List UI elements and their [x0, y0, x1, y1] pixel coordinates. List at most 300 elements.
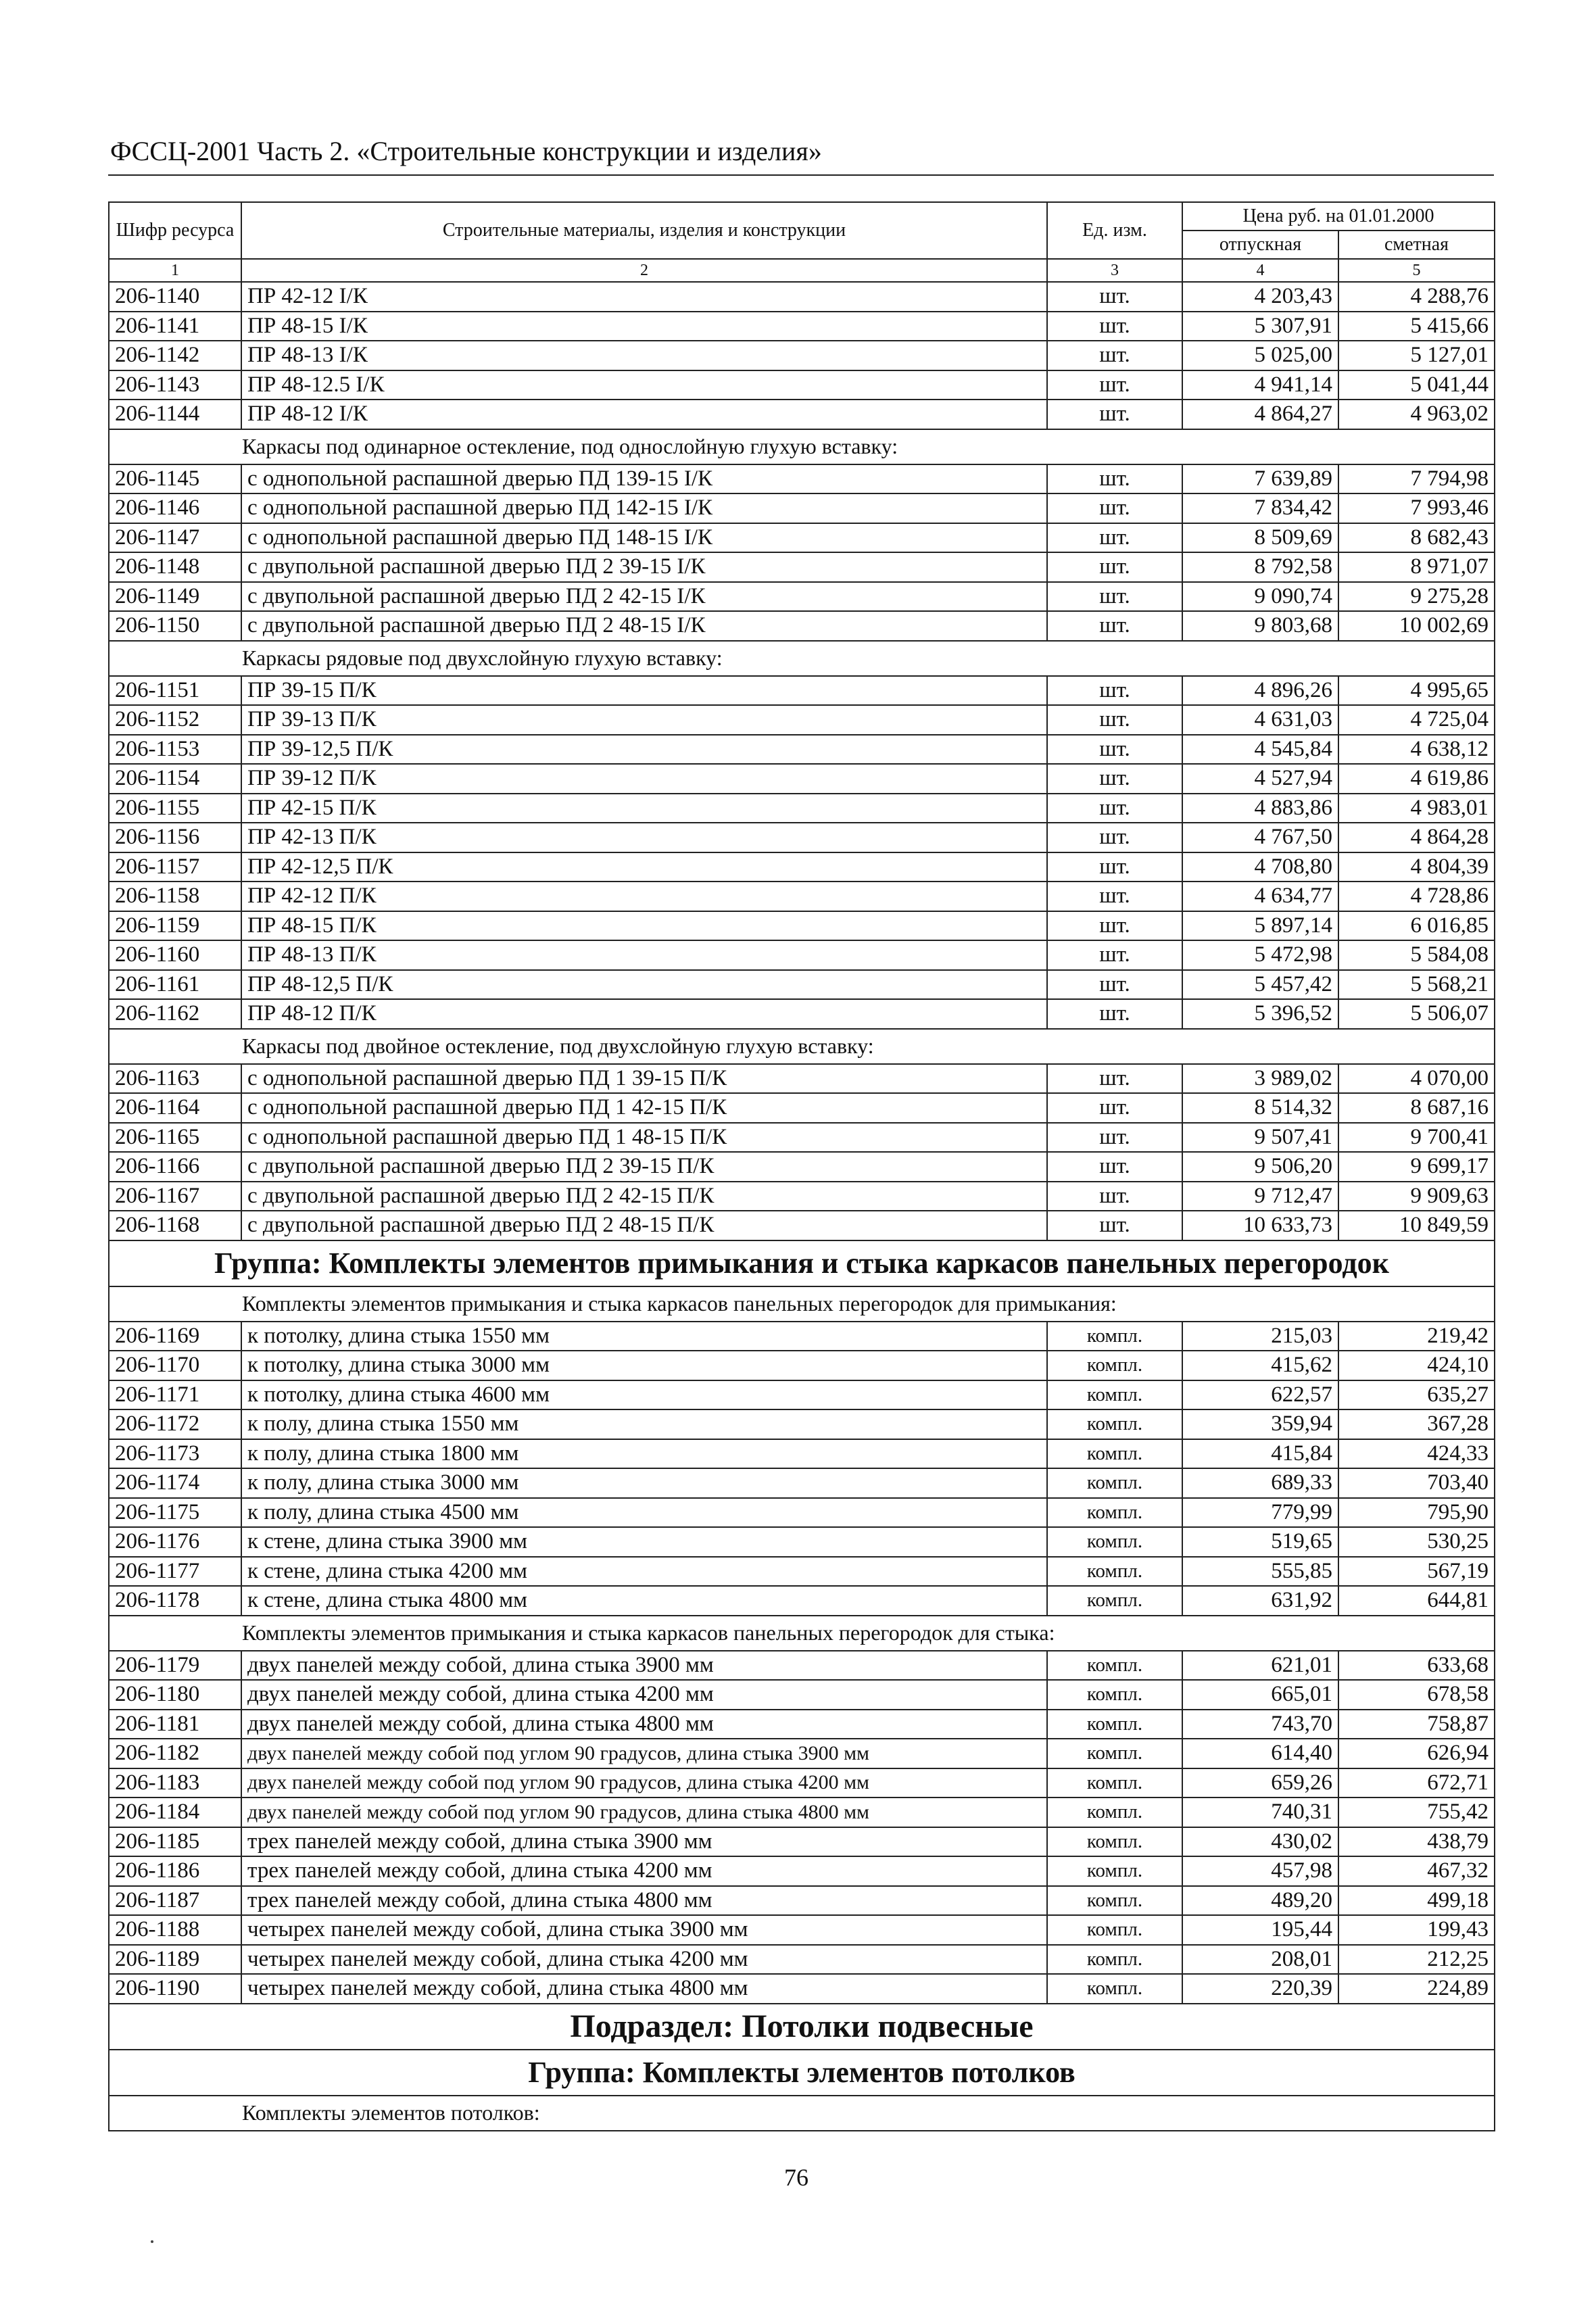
unit-cell: компл.	[1047, 1468, 1182, 1498]
estimate-price-cell: 4 619,86	[1338, 764, 1495, 794]
table-row	[109, 970, 1495, 1000]
release-price-cell: 195,44	[1182, 1915, 1338, 1945]
resource-code-cell: 206-1163	[109, 1064, 241, 1094]
table-row	[109, 1527, 1495, 1557]
item-name-cell: с двупольной распашной дверью ПД 2 39-15 П/К	[241, 1152, 1047, 1182]
item-name-cell: двух панелей между собой, длина стыка 4800 мм	[241, 1710, 1047, 1739]
table-row	[109, 370, 1495, 400]
release-price-cell: 415,62	[1182, 1351, 1338, 1380]
item-name-cell: ПР 39-12,5 П/К	[241, 735, 1047, 765]
release-price-cell: 555,85	[1182, 1557, 1338, 1587]
estimate-price-cell: 635,27	[1338, 1380, 1495, 1410]
release-price-cell: 519,65	[1182, 1527, 1338, 1557]
table-row	[109, 282, 1495, 312]
unit-cell: шт.	[1047, 1182, 1182, 1211]
item-name-cell: ПР 48-15 I/К	[241, 312, 1047, 341]
unit-cell: шт.	[1047, 676, 1182, 706]
release-price-cell: 4 864,27	[1182, 400, 1338, 429]
item-name-cell: трех панелей между собой, длина стыка 4800 мм	[241, 1886, 1047, 1916]
unit-cell: шт.	[1047, 400, 1182, 429]
item-name-cell: с двупольной распашной дверью ПД 2 39-15 I/К	[241, 552, 1047, 582]
estimate-price-cell: 4 995,65	[1338, 676, 1495, 706]
resource-code-cell: 206-1145	[109, 464, 241, 494]
table-row	[109, 1557, 1495, 1587]
unit-cell: компл.	[1047, 1498, 1182, 1528]
resource-code-cell: 206-1150	[109, 611, 241, 641]
estimate-price-cell: 9 699,17	[1338, 1152, 1495, 1182]
unit-cell: шт.	[1047, 523, 1182, 553]
subheading-row	[109, 429, 1495, 464]
release-price-cell: 665,01	[1182, 1680, 1338, 1710]
unit-cell: компл.	[1047, 1557, 1182, 1587]
release-price-cell: 489,20	[1182, 1886, 1338, 1916]
estimate-price-cell: 5 127,01	[1338, 341, 1495, 370]
release-price-cell: 740,31	[1182, 1798, 1338, 1827]
release-price-cell: 208,01	[1182, 1945, 1338, 1975]
group-heading-text: Группа: Комплекты элементов примыкания и стыка каркасов панельных перегородок	[109, 1240, 1495, 1286]
subheading-text: Каркасы под двойное остекление, под двухслойную глухую вставку:	[109, 1029, 1495, 1064]
unit-cell: шт.	[1047, 999, 1182, 1029]
table-row	[109, 705, 1495, 735]
table-row	[109, 1468, 1495, 1498]
table-row	[109, 911, 1495, 941]
subheading-row	[109, 1029, 1495, 1064]
resource-code-cell: 206-1189	[109, 1945, 241, 1975]
release-price-cell: 3 989,02	[1182, 1064, 1338, 1094]
item-name-cell: ПР 48-15 П/К	[241, 911, 1047, 941]
header-rule	[108, 174, 1494, 176]
item-name-cell: с однопольной распашной дверью ПД 139-15 I/К	[241, 464, 1047, 494]
item-name-cell: к полу, длина стыка 4500 мм	[241, 1498, 1047, 1528]
price-table	[108, 201, 1495, 2131]
item-name-cell: с двупольной распашной дверью ПД 2 42-15 I/К	[241, 582, 1047, 612]
subheading-text: Каркасы под одинарное остекление, под однослойную глухую вставку:	[109, 429, 1495, 464]
item-name-cell: ПР 48-13 П/К	[241, 940, 1047, 970]
release-price-cell: 779,99	[1182, 1498, 1338, 1528]
table-row	[109, 1886, 1495, 1916]
item-name-cell: с двупольной распашной дверью ПД 2 42-15 П/К	[241, 1182, 1047, 1211]
unit-cell: компл.	[1047, 1945, 1182, 1975]
table-body	[109, 282, 1495, 2131]
estimate-price-cell: 5 568,21	[1338, 970, 1495, 1000]
resource-code-cell: 206-1179	[109, 1651, 241, 1681]
table-row	[109, 611, 1495, 641]
unit-cell: компл.	[1047, 1856, 1182, 1886]
estimate-price-cell: 424,33	[1338, 1439, 1495, 1469]
estimate-price-cell: 9 909,63	[1338, 1182, 1495, 1211]
resource-code-cell: 206-1151	[109, 676, 241, 706]
estimate-price-cell: 7 794,98	[1338, 464, 1495, 494]
resource-code-cell: 206-1174	[109, 1468, 241, 1498]
estimate-price-cell: 8 971,07	[1338, 552, 1495, 582]
col-header-release-price: отпускная	[1182, 231, 1338, 259]
unit-cell: шт.	[1047, 735, 1182, 765]
resource-code-cell: 206-1172	[109, 1409, 241, 1439]
estimate-price-cell: 424,10	[1338, 1351, 1495, 1380]
col-number-5: 5	[1338, 259, 1495, 282]
table-row	[109, 1123, 1495, 1153]
unit-cell: компл.	[1047, 1527, 1182, 1557]
item-name-cell: ПР 48-12,5 П/К	[241, 970, 1047, 1000]
resource-code-cell: 206-1190	[109, 1974, 241, 2004]
resource-code-cell: 206-1147	[109, 523, 241, 553]
estimate-price-cell: 4 638,12	[1338, 735, 1495, 765]
estimate-price-cell: 5 506,07	[1338, 999, 1495, 1029]
unit-cell: компл.	[1047, 1586, 1182, 1616]
table-row	[109, 1211, 1495, 1240]
table-row	[109, 1739, 1495, 1768]
table-row	[109, 1798, 1495, 1827]
unit-cell: шт.	[1047, 493, 1182, 523]
page-header: ФССЦ-2001 Часть 2. «Строительные конструкции и изделия»	[110, 136, 822, 166]
resource-code-cell: 206-1170	[109, 1351, 241, 1380]
release-price-cell: 4 941,14	[1182, 370, 1338, 400]
col-header-price: Цена руб. на 01.01.2000	[1182, 202, 1495, 231]
estimate-price-cell: 530,25	[1338, 1527, 1495, 1557]
estimate-price-cell: 219,42	[1338, 1322, 1495, 1351]
release-price-cell: 5 396,52	[1182, 999, 1338, 1029]
item-name-cell: к потолку, длина стыка 4600 мм	[241, 1380, 1047, 1410]
col-header-unit: Ед. изм.	[1047, 202, 1182, 259]
unit-cell: шт.	[1047, 1093, 1182, 1123]
unit-cell: шт.	[1047, 582, 1182, 612]
item-name-cell: к полу, длина стыка 1550 мм	[241, 1409, 1047, 1439]
unit-cell: шт.	[1047, 794, 1182, 823]
release-price-cell: 4 631,03	[1182, 705, 1338, 735]
estimate-price-cell: 8 682,43	[1338, 523, 1495, 553]
item-name-cell: двух панелей между собой под углом 90 градусов, длина стыка 4200 мм	[241, 1768, 1047, 1798]
estimate-price-cell: 678,58	[1338, 1680, 1495, 1710]
release-price-cell: 9 507,41	[1182, 1123, 1338, 1153]
release-price-cell: 7 639,89	[1182, 464, 1338, 494]
resource-code-cell: 206-1166	[109, 1152, 241, 1182]
col-header-code: Шифр ресурса	[109, 202, 241, 259]
item-name-cell: четырех панелей между собой, длина стыка 4800 мм	[241, 1974, 1047, 2004]
unit-cell: компл.	[1047, 1739, 1182, 1768]
resource-code-cell: 206-1149	[109, 582, 241, 612]
resource-code-cell: 206-1144	[109, 400, 241, 429]
release-price-cell: 9 506,20	[1182, 1152, 1338, 1182]
unit-cell: компл.	[1047, 1409, 1182, 1439]
item-name-cell: двух панелей между собой, длина стыка 3900 мм	[241, 1651, 1047, 1681]
col-number-3: 3	[1047, 259, 1182, 282]
table-row	[109, 1439, 1495, 1469]
release-price-cell: 9 803,68	[1182, 611, 1338, 641]
unit-cell: компл.	[1047, 1380, 1182, 1410]
item-name-cell: двух панелей между собой под углом 90 градусов, длина стыка 3900 мм	[241, 1739, 1047, 1768]
release-price-cell: 621,01	[1182, 1651, 1338, 1681]
subheading-row	[109, 2096, 1495, 2131]
resource-code-cell: 206-1164	[109, 1093, 241, 1123]
release-price-cell: 415,84	[1182, 1439, 1338, 1469]
release-price-cell: 10 633,73	[1182, 1211, 1338, 1240]
table-row	[109, 312, 1495, 341]
unit-cell: шт.	[1047, 852, 1182, 882]
table-row	[109, 735, 1495, 765]
unit-cell: шт.	[1047, 1064, 1182, 1094]
estimate-price-cell: 633,68	[1338, 1651, 1495, 1681]
estimate-price-cell: 4 070,00	[1338, 1064, 1495, 1094]
item-name-cell: четырех панелей между собой, длина стыка 4200 мм	[241, 1945, 1047, 1975]
estimate-price-cell: 367,28	[1338, 1409, 1495, 1439]
release-price-cell: 743,70	[1182, 1710, 1338, 1739]
estimate-price-cell: 224,89	[1338, 1974, 1495, 2004]
release-price-cell: 5 897,14	[1182, 911, 1338, 941]
release-price-cell: 457,98	[1182, 1856, 1338, 1886]
item-name-cell: с однопольной распашной дверью ПД 1 42-15 П/К	[241, 1093, 1047, 1123]
table-row	[109, 1182, 1495, 1211]
table-row	[109, 523, 1495, 553]
group-heading-row	[109, 1240, 1495, 1286]
resource-code-cell: 206-1167	[109, 1182, 241, 1211]
item-name-cell: ПР 42-15 П/К	[241, 794, 1047, 823]
resource-code-cell: 206-1148	[109, 552, 241, 582]
group-heading-text: Группа: Комплекты элементов потолков	[109, 2050, 1495, 2096]
release-price-cell: 215,03	[1182, 1322, 1338, 1351]
subheading-text: Каркасы рядовые под двухслойную глухую вставку:	[109, 641, 1495, 676]
table-row	[109, 1651, 1495, 1681]
resource-code-cell: 206-1188	[109, 1915, 241, 1945]
estimate-price-cell: 438,79	[1338, 1827, 1495, 1857]
group-heading-row	[109, 2050, 1495, 2096]
unit-cell: шт.	[1047, 464, 1182, 494]
resource-code-cell: 206-1171	[109, 1380, 241, 1410]
unit-cell: шт.	[1047, 823, 1182, 852]
unit-cell: шт.	[1047, 552, 1182, 582]
unit-cell: шт.	[1047, 1123, 1182, 1153]
estimate-price-cell: 4 728,86	[1338, 882, 1495, 911]
estimate-price-cell: 199,43	[1338, 1915, 1495, 1945]
release-price-cell: 4 767,50	[1182, 823, 1338, 852]
estimate-price-cell: 212,25	[1338, 1945, 1495, 1975]
unit-cell: шт.	[1047, 1211, 1182, 1240]
subsection-heading-row	[109, 2004, 1495, 2050]
resource-code-cell: 206-1187	[109, 1886, 241, 1916]
estimate-price-cell: 4 983,01	[1338, 794, 1495, 823]
table-row	[109, 1380, 1495, 1410]
unit-cell: шт.	[1047, 341, 1182, 370]
table-row	[109, 464, 1495, 494]
estimate-price-cell: 795,90	[1338, 1498, 1495, 1528]
item-name-cell: ПР 42-12 П/К	[241, 882, 1047, 911]
table-row	[109, 400, 1495, 429]
resource-code-cell: 206-1185	[109, 1827, 241, 1857]
release-price-cell: 9 712,47	[1182, 1182, 1338, 1211]
resource-code-cell: 206-1143	[109, 370, 241, 400]
table-row	[109, 1351, 1495, 1380]
unit-cell: шт.	[1047, 764, 1182, 794]
estimate-price-cell: 567,19	[1338, 1557, 1495, 1587]
resource-code-cell: 206-1181	[109, 1710, 241, 1739]
item-name-cell: ПР 39-12 П/К	[241, 764, 1047, 794]
item-name-cell: трех панелей между собой, длина стыка 4200 мм	[241, 1856, 1047, 1886]
item-name-cell: к стене, длина стыка 4800 мм	[241, 1586, 1047, 1616]
table-row	[109, 823, 1495, 852]
item-name-cell: с двупольной распашной дверью ПД 2 48-15 П/К	[241, 1211, 1047, 1240]
estimate-price-cell: 5 415,66	[1338, 312, 1495, 341]
estimate-price-cell: 703,40	[1338, 1468, 1495, 1498]
estimate-price-cell: 644,81	[1338, 1586, 1495, 1616]
unit-cell: шт.	[1047, 611, 1182, 641]
unit-cell: компл.	[1047, 1974, 1182, 2004]
item-name-cell: к полу, длина стыка 3000 мм	[241, 1468, 1047, 1498]
table-row	[109, 764, 1495, 794]
table-row	[109, 1498, 1495, 1528]
unit-cell: шт.	[1047, 882, 1182, 911]
item-name-cell: ПР 42-12 I/К	[241, 282, 1047, 312]
page-number: 76	[784, 2164, 808, 2191]
table-row	[109, 852, 1495, 882]
release-price-cell: 5 307,91	[1182, 312, 1338, 341]
release-price-cell: 5 472,98	[1182, 940, 1338, 970]
item-name-cell: ПР 48-13 I/К	[241, 341, 1047, 370]
unit-cell: компл.	[1047, 1886, 1182, 1916]
resource-code-cell: 206-1159	[109, 911, 241, 941]
resource-code-cell: 206-1173	[109, 1439, 241, 1469]
resource-code-cell: 206-1158	[109, 882, 241, 911]
estimate-price-cell: 9 700,41	[1338, 1123, 1495, 1153]
resource-code-cell: 206-1176	[109, 1527, 241, 1557]
table-row	[109, 1586, 1495, 1616]
resource-code-cell: 206-1141	[109, 312, 241, 341]
estimate-price-cell: 4 963,02	[1338, 400, 1495, 429]
resource-code-cell: 206-1162	[109, 999, 241, 1029]
col-header-estimate-price: сметная	[1338, 231, 1495, 259]
estimate-price-cell: 5 041,44	[1338, 370, 1495, 400]
resource-code-cell: 206-1155	[109, 794, 241, 823]
table-row	[109, 794, 1495, 823]
item-name-cell: к стене, длина стыка 3900 мм	[241, 1527, 1047, 1557]
resource-code-cell: 206-1178	[109, 1586, 241, 1616]
item-name-cell: с двупольной распашной дверью ПД 2 48-15 I/К	[241, 611, 1047, 641]
table-row	[109, 1409, 1495, 1439]
release-price-cell: 4 896,26	[1182, 676, 1338, 706]
release-price-cell: 4 883,86	[1182, 794, 1338, 823]
release-price-cell: 8 509,69	[1182, 523, 1338, 553]
item-name-cell: с однопольной распашной дверью ПД 1 39-15 П/К	[241, 1064, 1047, 1094]
release-price-cell: 4 708,80	[1182, 852, 1338, 882]
unit-cell: компл.	[1047, 1915, 1182, 1945]
table-row	[109, 1768, 1495, 1798]
release-price-cell: 659,26	[1182, 1768, 1338, 1798]
table-row	[109, 999, 1495, 1029]
release-price-cell: 4 545,84	[1182, 735, 1338, 765]
col-header-name: Строительные материалы, изделия и конструкции	[241, 202, 1047, 259]
release-price-cell: 4 203,43	[1182, 282, 1338, 312]
item-name-cell: трех панелей между собой, длина стыка 3900 мм	[241, 1827, 1047, 1857]
estimate-price-cell: 467,32	[1338, 1856, 1495, 1886]
table-row	[109, 1974, 1495, 2004]
resource-code-cell: 206-1156	[109, 823, 241, 852]
estimate-price-cell: 7 993,46	[1338, 493, 1495, 523]
release-price-cell: 4 527,94	[1182, 764, 1338, 794]
resource-code-cell: 206-1152	[109, 705, 241, 735]
item-name-cell: к потолку, длина стыка 3000 мм	[241, 1351, 1047, 1380]
unit-cell: компл.	[1047, 1768, 1182, 1798]
unit-cell: шт.	[1047, 1152, 1182, 1182]
resource-code-cell: 206-1140	[109, 282, 241, 312]
estimate-price-cell: 626,94	[1338, 1739, 1495, 1768]
table-row	[109, 1152, 1495, 1182]
estimate-price-cell: 4 725,04	[1338, 705, 1495, 735]
col-number-2: 2	[241, 259, 1047, 282]
unit-cell: шт.	[1047, 312, 1182, 341]
item-name-cell: с однопольной распашной дверью ПД 1 48-15 П/К	[241, 1123, 1047, 1153]
release-price-cell: 622,57	[1182, 1380, 1338, 1410]
item-name-cell: ПР 39-15 П/К	[241, 676, 1047, 706]
resource-code-cell: 206-1142	[109, 341, 241, 370]
item-name-cell: ПР 48-12 I/К	[241, 400, 1047, 429]
release-price-cell: 8 792,58	[1182, 552, 1338, 582]
estimate-price-cell: 755,42	[1338, 1798, 1495, 1827]
estimate-price-cell: 10 002,69	[1338, 611, 1495, 641]
release-price-cell: 5 457,42	[1182, 970, 1338, 1000]
unit-cell: шт.	[1047, 970, 1182, 1000]
subheading-text: Комплекты элементов примыкания и стыка каркасов панельных перегородок для стыка:	[109, 1616, 1495, 1651]
unit-cell: шт.	[1047, 282, 1182, 312]
item-name-cell: к стене, длина стыка 4200 мм	[241, 1557, 1047, 1587]
table-row	[109, 1093, 1495, 1123]
table-row	[109, 882, 1495, 911]
table-row	[109, 1945, 1495, 1975]
unit-cell: шт.	[1047, 911, 1182, 941]
unit-cell: компл.	[1047, 1439, 1182, 1469]
resource-code-cell: 206-1180	[109, 1680, 241, 1710]
table-row	[109, 1064, 1495, 1094]
estimate-price-cell: 4 864,28	[1338, 823, 1495, 852]
resource-code-cell: 206-1157	[109, 852, 241, 882]
subheading-text: Комплекты элементов примыкания и стыка каркасов панельных перегородок для примыкания:	[109, 1286, 1495, 1322]
item-name-cell: ПР 39-13 П/К	[241, 705, 1047, 735]
release-price-cell: 220,39	[1182, 1974, 1338, 2004]
resource-code-cell: 206-1175	[109, 1498, 241, 1528]
table-row	[109, 1710, 1495, 1739]
estimate-price-cell: 499,18	[1338, 1886, 1495, 1916]
unit-cell: компл.	[1047, 1680, 1182, 1710]
unit-cell: компл.	[1047, 1798, 1182, 1827]
item-name-cell: к полу, длина стыка 1800 мм	[241, 1439, 1047, 1469]
unit-cell: шт.	[1047, 940, 1182, 970]
unit-cell: шт.	[1047, 370, 1182, 400]
unit-cell: шт.	[1047, 705, 1182, 735]
estimate-price-cell: 6 016,85	[1338, 911, 1495, 941]
resource-code-cell: 206-1165	[109, 1123, 241, 1153]
subsection-heading-text: Подраздел: Потолки подвесные	[109, 2004, 1495, 2050]
resource-code-cell: 206-1153	[109, 735, 241, 765]
item-name-cell: ПР 42-12,5 П/К	[241, 852, 1047, 882]
resource-code-cell: 206-1169	[109, 1322, 241, 1351]
resource-code-cell: 206-1154	[109, 764, 241, 794]
release-price-cell: 5 025,00	[1182, 341, 1338, 370]
resource-code-cell: 206-1161	[109, 970, 241, 1000]
table-row	[109, 582, 1495, 612]
subheading-row	[109, 1616, 1495, 1651]
release-price-cell: 8 514,32	[1182, 1093, 1338, 1123]
estimate-price-cell: 758,87	[1338, 1710, 1495, 1739]
release-price-cell: 689,33	[1182, 1468, 1338, 1498]
item-name-cell: ПР 42-13 П/К	[241, 823, 1047, 852]
unit-cell: компл.	[1047, 1827, 1182, 1857]
estimate-price-cell: 9 275,28	[1338, 582, 1495, 612]
unit-cell: компл.	[1047, 1651, 1182, 1681]
table-row	[109, 493, 1495, 523]
estimate-price-cell: 10 849,59	[1338, 1211, 1495, 1240]
item-name-cell: ПР 48-12.5 I/К	[241, 370, 1047, 400]
unit-cell: компл.	[1047, 1710, 1182, 1739]
resource-code-cell: 206-1160	[109, 940, 241, 970]
release-price-cell: 7 834,42	[1182, 493, 1338, 523]
item-name-cell: с однопольной распашной дверью ПД 148-15 I/К	[241, 523, 1047, 553]
